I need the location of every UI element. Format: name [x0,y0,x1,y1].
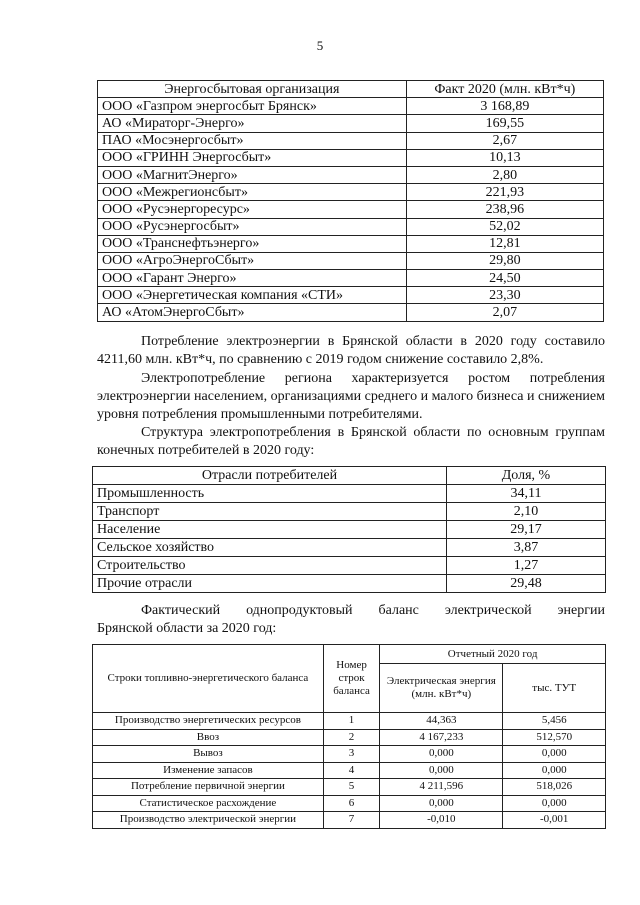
table-row [98,115,604,132]
energy-balance-table [92,644,606,829]
word: энергии [557,603,605,618]
balance-cell-tut: 512,570 [503,729,606,746]
table-header-row [98,81,604,98]
balance-cell-name: Ввоз [93,729,324,746]
organization-name: ООО «Гарант Энерго» [98,270,407,287]
column-header-sector: Отрасли потребителей [93,467,447,485]
balance-cell-tut: 0,000 [503,795,606,812]
balance-cell-num: 2 [323,729,379,746]
fact-value: 238,96 [406,201,603,218]
sector-name: Сельское хозяйство [93,539,447,557]
sector-name: Строительство [93,557,447,575]
fact-value: 221,93 [406,184,603,201]
balance-cell-num: 1 [323,713,379,730]
word: Фактический [141,603,221,618]
organization-name: АО «Мираторг-Энерго» [98,115,407,132]
table-row [98,218,604,235]
column-header-share: Доля, % [446,467,605,485]
word: баланс [378,603,419,618]
balance-cell-name: Изменение запасов [93,762,324,779]
paragraph-consumption-trend: Электропотребление региона характеризуется ростом потребления электроэнергии населением, организациями среднего и малого бизнеса и снижением уровня потребления промышленными потребителями. [97,371,605,422]
table-row [93,746,606,763]
sector-name: Транспорт [93,503,447,521]
word: однопродуктовый [246,603,353,618]
table-row [98,184,604,201]
balance-cell-tut: 518,026 [503,779,606,796]
fact-value: 2,07 [406,304,603,321]
balance-cell-electric: 4 167,233 [380,729,503,746]
fact-value: 2,80 [406,166,603,183]
balance-intro-line-1 [97,602,605,620]
balance-cell-tut: 0,000 [503,746,606,763]
table-row [98,287,604,304]
fact-value: 2,67 [406,132,603,149]
balance-cell-electric: 0,000 [380,762,503,779]
column-header-row-number: Номер строк баланса [323,645,379,713]
paragraph-consumption-total: Потребление электроэнергии в Брянской области в 2020 году составило 4211,60 млн. кВт*ч, по сравнению с 2019 годом снижение составило 2,8%. [97,334,605,367]
organization-name: ООО «АгроЭнергоСбыт» [98,252,407,269]
balance-cell-name: Вывоз [93,746,324,763]
table-row [93,713,606,730]
organization-name: ООО «Русэнергоресурс» [98,201,407,218]
table-row [98,98,604,115]
table-row [98,252,604,269]
table-row [98,166,604,183]
table-row [98,235,604,252]
organization-name: ООО «Русэнергосбыт» [98,218,407,235]
table-row [93,485,606,503]
fact-value: 3 168,89 [406,98,603,115]
share-value: 1,27 [446,557,605,575]
table-row [93,812,606,829]
balance-cell-electric: 0,000 [380,795,503,812]
balance-cell-num: 5 [323,779,379,796]
balance-cell-num: 4 [323,762,379,779]
share-value: 2,10 [446,503,605,521]
column-header-report-2020: Отчетный 2020 год [380,645,606,664]
table-row [93,575,606,593]
share-value: 34,11 [446,485,605,503]
balance-cell-name: Статистическое расхождение [93,795,324,812]
balance-cell-tut: 0,000 [503,762,606,779]
balance-cell-tut: -0,001 [503,812,606,829]
consumption-structure-table [92,466,606,593]
balance-cell-electric: 4 211,596 [380,779,503,796]
balance-cell-num: 3 [323,746,379,763]
table-header-row [93,467,606,485]
balance-cell-num: 6 [323,795,379,812]
organization-name: ООО «МагнитЭнерго» [98,166,407,183]
energy-suppliers-table [97,80,604,322]
table-row [93,729,606,746]
fact-value: 10,13 [406,149,603,166]
share-value: 3,87 [446,539,605,557]
organization-name: АО «АтомЭнергоСбыт» [98,304,407,321]
fact-value: 12,81 [406,235,603,252]
sector-name: Промышленность [93,485,447,503]
share-value: 29,48 [446,575,605,593]
balance-cell-name: Потребление первичной энергии [93,779,324,796]
balance-cell-electric: 44,363 [380,713,503,730]
balance-intro-line-2: Брянской области за 2020 год: [97,621,277,636]
paragraph-balance-intro [97,602,605,638]
table-row [93,762,606,779]
fact-value: 23,30 [406,287,603,304]
share-value: 29,17 [446,521,605,539]
organization-name: ООО «ГРИНН Энергосбыт» [98,149,407,166]
table-row [93,521,606,539]
page-number: 5 [316,38,324,53]
fact-value: 169,55 [406,115,603,132]
sector-name: Население [93,521,447,539]
table-row [98,304,604,321]
fact-value: 29,80 [406,252,603,269]
column-header-balance-rows: Строки топливно-энергетического баланса [93,645,324,713]
balance-cell-name: Производство энергетических ресурсов [93,713,324,730]
balance-cell-tut: 5,456 [503,713,606,730]
sector-name: Прочие отрасли [93,575,447,593]
table-row [93,795,606,812]
balance-cell-electric: 0,000 [380,746,503,763]
table-row [98,270,604,287]
table-row [93,539,606,557]
paragraph-structure-intro: Структура электропотребления в Брянской области по основным группам конечных потребителей в 2020 году: [97,425,605,458]
balance-cell-name: Производство электрической энергии [93,812,324,829]
balance-cell-electric: -0,010 [380,812,503,829]
table-row [98,132,604,149]
table-row [98,149,604,166]
balance-cell-num: 7 [323,812,379,829]
column-header-organization: Энергосбытовая организация [98,81,407,98]
fact-value: 24,50 [406,270,603,287]
organization-name: ПАО «Мосэнергосбыт» [98,132,407,149]
organization-name: ООО «Газпром энергосбыт Брянск» [98,98,407,115]
organization-name: ООО «Транснефтьэнерго» [98,235,407,252]
column-header-fact-2020: Факт 2020 (млн. кВт*ч) [406,81,603,98]
fact-value: 52,02 [406,218,603,235]
column-header-tut: тыс. ТУТ [503,664,606,713]
column-header-electric-energy: Электрическая энергия (млн. кВт*ч) [380,664,503,713]
organization-name: ООО «Энергетическая компания «СТИ» [98,287,407,304]
table-row [98,201,604,218]
table-row [93,557,606,575]
organization-name: ООО «Межрегионсбыт» [98,184,407,201]
word: электрической [444,603,532,618]
table-header-row [93,645,606,664]
table-row [93,779,606,796]
table-row [93,503,606,521]
